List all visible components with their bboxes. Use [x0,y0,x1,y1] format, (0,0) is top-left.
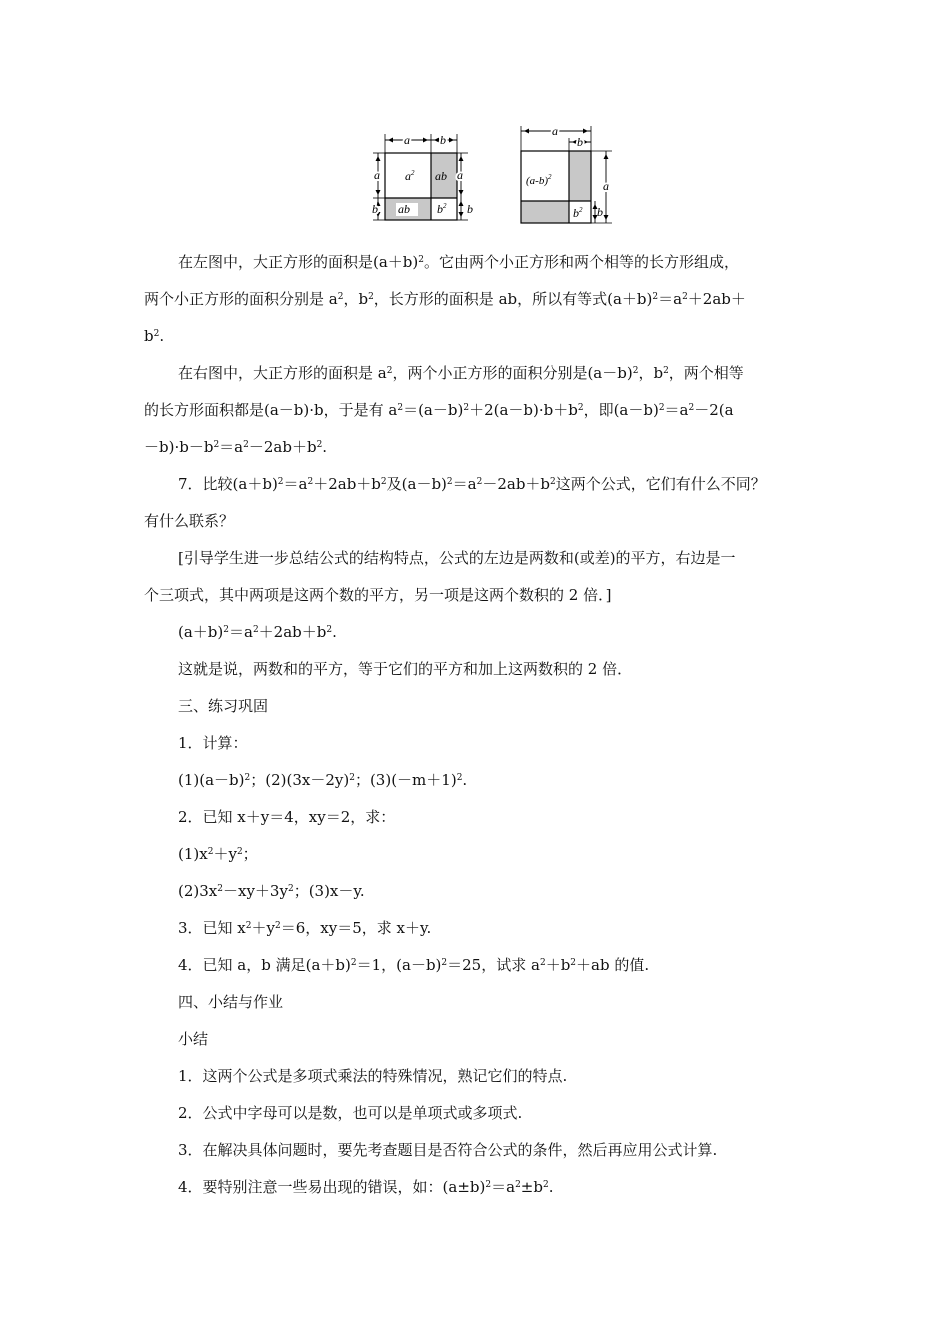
left-right-b-label: b [467,202,473,216]
exercise-2: 2．已知 x＋y＝4，xy＝2，求： [178,808,396,826]
text-run: 在右图中，大正方形的面积是 a [178,364,387,382]
text-run: －b)·b－b [144,438,214,456]
exercise-2-item-1 [144,836,814,873]
figures [368,122,628,228]
text-run: . [462,771,468,789]
text-run: 7．比较(a＋b) [178,475,278,493]
question-7 [144,466,814,503]
superscript-exponent: 2 [252,625,259,635]
superscript-exponent: 2 [217,884,223,894]
text-run: ＝a [283,475,308,493]
superscript-exponent: 2 [275,921,281,931]
right-cell-b2-exp: 2 [579,206,583,214]
text-run: ＋b [545,956,571,974]
summary-label: 小结 [178,1030,209,1048]
summary-point-1: 1．这两个公式是多项式乘法的特殊情况，熟记它们的特点. [178,1067,568,1085]
text-run: ；(3)x－y. [293,882,365,900]
section-heading-practice: 三、练习巩固 [178,697,269,715]
text-run: b [144,327,154,345]
text-run: ＋2ab＋ [687,290,746,308]
svg-text:b2 [573,206,583,220]
text-run: －xy＋3y [223,882,288,900]
document-body [144,244,814,1206]
superscript-exponent: 2 [368,292,374,302]
superscript-exponent: 2 [652,292,659,302]
text-run: ＝a [658,290,683,308]
superscript-exponent: 2 [577,403,584,413]
paragraph-right-figure-3 [144,429,814,466]
left-top-a-label: a [404,133,410,147]
svg-text:b2 [437,202,447,216]
superscript-exponent: 2 [213,440,220,450]
text-run: 4．要特别注意一些易出现的错误，如：(a±b) [178,1178,486,1196]
superscript-exponent: 2 [277,477,284,487]
text-run: 这两个公式，它们有什么不同？ [555,475,766,493]
text-run: ，两个小正方形的面积分别是(a－b) [392,364,633,382]
superscript-exponent: 2 [397,403,404,413]
superscript-exponent: 2 [441,958,448,968]
figure-left-diagram [368,122,480,228]
superscript-exponent: 2 [463,403,470,413]
text-run: 及(a－b) [386,475,447,493]
text-run: ＝25，试求 a [447,956,540,974]
text-run: 的长方形面积都是(a－b)·b，于是有 a [144,401,398,419]
formula-explanation: 这就是说，两数和的平方，等于它们的平方和加上这两数积的 2 倍． [178,660,633,678]
text-run: ＝a [664,401,689,419]
left-cell-ab-bottom: ab [398,202,410,216]
superscript-exponent: 2 [658,403,665,413]
exercise-3 [144,910,814,947]
superscript-exponent: 2 [476,477,483,487]
superscript-exponent: 2 [682,292,688,302]
superscript-exponent: 2 [153,329,160,339]
text-run: ±b [520,1178,543,1196]
question-7-cont: 有什么联系？ [144,512,235,530]
guidance-note-2: 个三项式，其中两项是这两个数的平方，另一项是这两个数积的 2 倍．] [144,586,612,604]
text-run: . [548,1178,554,1196]
text-run: ＋2ab＋b [313,475,381,493]
left-side-b-label: b [372,202,378,216]
paragraph-right-figure-2 [144,392,814,429]
superscript-exponent: 2 [245,921,252,931]
text-run: －2ab＋b [248,438,317,456]
superscript-exponent: 2 [287,884,294,894]
superscript-exponent: 2 [550,477,556,487]
superscript-exponent: 2 [570,958,577,968]
superscript-exponent: 2 [350,958,357,968]
superscript-exponent: 2 [632,366,639,376]
text-run: ＋y [251,919,275,937]
text-run: ；(3)(－m＋1) [354,771,457,789]
superscript-exponent: 2 [307,477,314,487]
superscript-exponent: 2 [326,625,333,635]
superscript-exponent: 2 [446,477,453,487]
right-top-a-label: a [552,124,558,138]
superscript-exponent: 2 [663,366,669,376]
text-run: 在左图中，大正方形的面积是(a＋b) [178,253,419,271]
text-run: . [322,438,328,456]
superscript-exponent: 2 [688,403,695,413]
text-run: ； [242,845,258,863]
text-run: 4．已知 a，b 满足(a＋b) [178,956,351,974]
figure-right-diagram [518,122,630,228]
text-run: ＋2(a－b)·b＋b [469,401,578,419]
superscript-exponent: 2 [485,1180,492,1190]
superscript-exponent: 2 [223,625,229,635]
text-run: . [159,327,165,345]
text-run: (1)x [178,845,208,863]
right-cell-b2: b [573,206,579,220]
exercise-1: 1．计算： [178,734,248,752]
superscript-exponent: 2 [456,773,463,783]
right-side-b-label: b [597,205,603,219]
text-run: ＋ab 的值. [576,956,650,974]
text-run: 3．已知 x [178,919,246,937]
formula-line [144,614,814,651]
text-run: (2)3x [178,882,218,900]
text-run: 两个小正方形的面积分别是 a [144,290,338,308]
right-top-b-label: b [577,135,583,149]
superscript-exponent: 2 [337,292,344,302]
svg-text:a2 [405,169,415,183]
paragraph-left-figure-3 [144,318,814,355]
summary-point-4 [144,1169,814,1206]
text-run: ，两个相等 [668,364,744,382]
text-run: ，b [638,364,664,382]
exercise-4 [144,947,814,984]
svg-text:(a-b)2 [526,173,552,187]
left-cell-a2-exp: 2 [411,169,415,177]
right-cell-amb2-exp: 2 [548,173,552,181]
text-run: －2(a [694,401,734,419]
text-run: (1)(a－b) [178,771,245,789]
text-run: ＝a [219,438,244,456]
text-run: . [332,623,337,641]
superscript-exponent: 2 [418,255,424,265]
superscript-exponent: 2 [539,958,546,968]
left-top-b-label: b [440,133,446,147]
exercise-1-items [144,762,814,799]
superscript-exponent: 2 [316,440,323,450]
left-cell-b2-exp: 2 [443,202,447,210]
text-run: ，即(a－b) [583,401,659,419]
left-cell-b2: b [437,202,443,216]
text-run: ＝a [228,623,253,641]
text-run: ，b [343,290,369,308]
left-cell-ab-right: ab [435,169,447,183]
right-cell-amb2: (a-b) [526,175,548,187]
superscript-exponent: 2 [243,440,249,450]
paragraph-left-figure-2 [144,281,814,318]
text-run: ；(2)(3x－2y) [250,771,350,789]
superscript-exponent: 2 [386,366,393,376]
text-run: －2ab＋b [482,475,551,493]
summary-point-2: 2．公式中字母可以是数，也可以是单项式或多项式. [178,1104,523,1122]
text-run: ，长方形的面积是 ab，所以有等式(a＋b) [373,290,653,308]
text-run: ＝a [452,475,477,493]
left-right-a-label: a [457,168,463,182]
paragraph-right-figure-1 [144,355,814,392]
section-heading-summary: 四、小结与作业 [178,993,284,1011]
text-run: ＝1，(a－b) [356,956,442,974]
paragraph-left-figure-1 [144,244,814,281]
text-run: ＋2ab＋b [258,623,327,641]
superscript-exponent: 2 [244,773,251,783]
superscript-exponent: 2 [207,847,214,857]
guidance-note-1: [引导学生进一步总结公式的结构特点，公式的左边是两数和(或差)的平方，右边是一 [178,549,736,567]
right-side-a-label: a [603,179,609,193]
text-run: ＋y [213,845,237,863]
exercise-2-item-2 [144,873,814,910]
superscript-exponent: 2 [349,773,355,783]
text-run: (a＋b) [178,623,224,641]
superscript-exponent: 2 [542,1180,549,1190]
summary-point-3: 3．在解决具体问题时，要先考查题目是否符合公式的条件，然后再应用公式计算. [178,1141,718,1159]
superscript-exponent: 2 [515,1180,521,1190]
left-side-a-label: a [374,168,380,182]
left-cell-a2: a [405,169,411,183]
superscript-exponent: 2 [236,847,243,857]
text-run: ＝a [491,1178,516,1196]
text-run: 。它由两个小正方形和两个相等的长方形组成， [424,253,740,271]
text-run: ＝6，xy＝5，求 x＋y. [280,919,432,937]
text-run: ＝(a－b) [403,401,464,419]
superscript-exponent: 2 [380,477,387,487]
